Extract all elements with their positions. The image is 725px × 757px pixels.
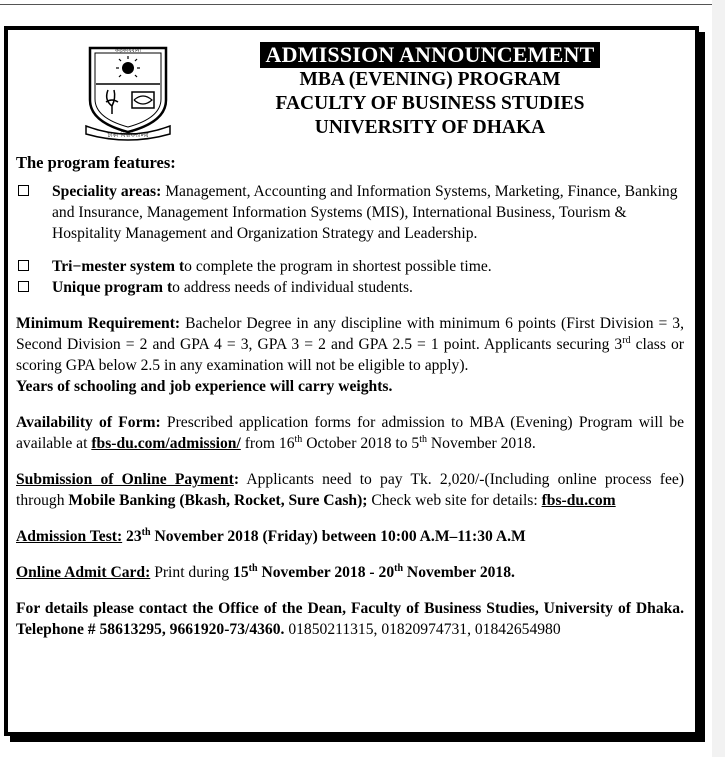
website-link[interactable]: fbs-du.com xyxy=(541,492,616,509)
ordinal-suffix: th xyxy=(294,433,303,445)
admit-card-text: Print during xyxy=(150,564,230,581)
announcement-header xyxy=(230,42,630,140)
frame-shadow-bottom xyxy=(10,736,703,742)
test-day: 23 xyxy=(122,528,142,545)
availability-date-to: October 2018 to 5 xyxy=(302,435,420,452)
online-payment xyxy=(16,469,684,511)
page-top-rule xyxy=(0,4,725,5)
feature-text: o address needs of individual students. xyxy=(172,279,413,296)
ordinal-suffix: rd xyxy=(622,334,631,346)
university-logo xyxy=(82,42,174,142)
admit-date-range: November 2018 - 20 xyxy=(257,564,395,581)
checkbox-icon xyxy=(18,260,29,271)
payment-text-end: Check web site for details: xyxy=(367,492,542,509)
feature-label: Tri−mester system t xyxy=(52,258,185,275)
availability-text: Prescribed application forms for admission to MBA (Evening) Program will be available at xyxy=(16,414,684,452)
payment-colon: : xyxy=(233,471,240,488)
requirement-text-end: class or scoring GPA below 2.5 in any examination will not be eligible to apply). xyxy=(16,336,684,374)
ordinal-suffix: th xyxy=(394,562,404,574)
frame-shadow-right xyxy=(699,32,705,742)
test-schedule: November 2018 (Friday) between 10:00 A.M–11:30 A.M xyxy=(150,528,526,545)
form-availability xyxy=(16,412,684,454)
ordinal-suffix: th xyxy=(419,433,428,445)
page-edge xyxy=(712,0,725,757)
online-admit-card xyxy=(16,562,684,583)
feature-label: Unique program t xyxy=(52,279,173,296)
admission-link[interactable]: fbs-du.com/admission/ xyxy=(91,435,241,452)
feature-label: Speciality areas: xyxy=(52,183,162,200)
admit-end-date: November 2018. xyxy=(403,564,515,581)
announcement-body xyxy=(16,152,684,640)
feature-text: o complete the program in shortest possible time. xyxy=(184,258,492,275)
faculty-title: FACULTY OF BUSINESS STUDIES xyxy=(275,93,585,114)
university-title: UNIVERSITY OF DHAKA xyxy=(314,117,546,138)
availability-date-from: from 16 xyxy=(240,435,295,452)
feature-item-trimester xyxy=(16,256,684,277)
feature-item-unique xyxy=(16,277,684,298)
payment-label: Submission of Online Payment xyxy=(16,471,234,488)
checkbox-icon xyxy=(18,281,29,292)
contact-details xyxy=(16,598,684,640)
checkbox-icon xyxy=(18,185,29,196)
experience-note xyxy=(16,376,684,397)
payment-text: Applicants need to pay Tk. 2,020/-(Including online process fee) through xyxy=(16,471,685,509)
admission-test-label: Admission Test: xyxy=(16,528,123,545)
minimum-requirement xyxy=(16,313,684,376)
experience-note-text: Years of schooling and job experience will carry weights. xyxy=(16,378,393,395)
logo-ribbon-text: ঢাকা বিশ্ববিদ্যালয় xyxy=(107,132,149,139)
contact-phones: 01850211315, 01820974731, 01842654980 xyxy=(284,621,561,638)
availability-label: Availability of Form: xyxy=(16,414,161,431)
contact-text: For details please contact the Office of the Dean, Faculty of Business Studies, University of Dhaka. Telephone # 58613295, 9661920-73/4360. xyxy=(16,600,684,638)
admit-card-label: Online Admit Card: xyxy=(16,564,151,581)
logo-top-text: কৰ্তৃকার্যবানা xyxy=(114,48,142,54)
features-title: The program features: xyxy=(16,153,176,172)
ordinal-suffix: th xyxy=(141,526,151,538)
requirement-label: Minimum Requirement: xyxy=(16,315,181,332)
admission-test xyxy=(16,526,684,547)
announcement-banner: ADMISSION ANNOUNCEMENT xyxy=(260,42,601,68)
feature-item-speciality xyxy=(16,181,684,244)
requirement-text: Bachelor Degree in any discipline with minimum 6 points (First Division = 3, Second Division = 2 and GPA 4 = 3, GPA 3 = 2 and GPA 2.5 = 1 point. Applicants securing 3 xyxy=(16,315,685,353)
availability-date-end: November 2018. xyxy=(427,435,536,452)
feature-text: Management, Accounting and Information Systems, Marketing, Finance, Banking and Insurance, Management Information Systems (MIS), International Business, Tourism & Hospitality Management and Organization Strategy and Leadership. xyxy=(52,183,678,242)
mobile-banking-text: Mobile Banking (Bkash, Rocket, Sure Cash); xyxy=(68,492,368,509)
program-title: MBA (EVENING) PROGRAM xyxy=(299,69,561,90)
ordinal-suffix: th xyxy=(248,562,258,574)
admit-start-day: 15 xyxy=(229,564,249,581)
